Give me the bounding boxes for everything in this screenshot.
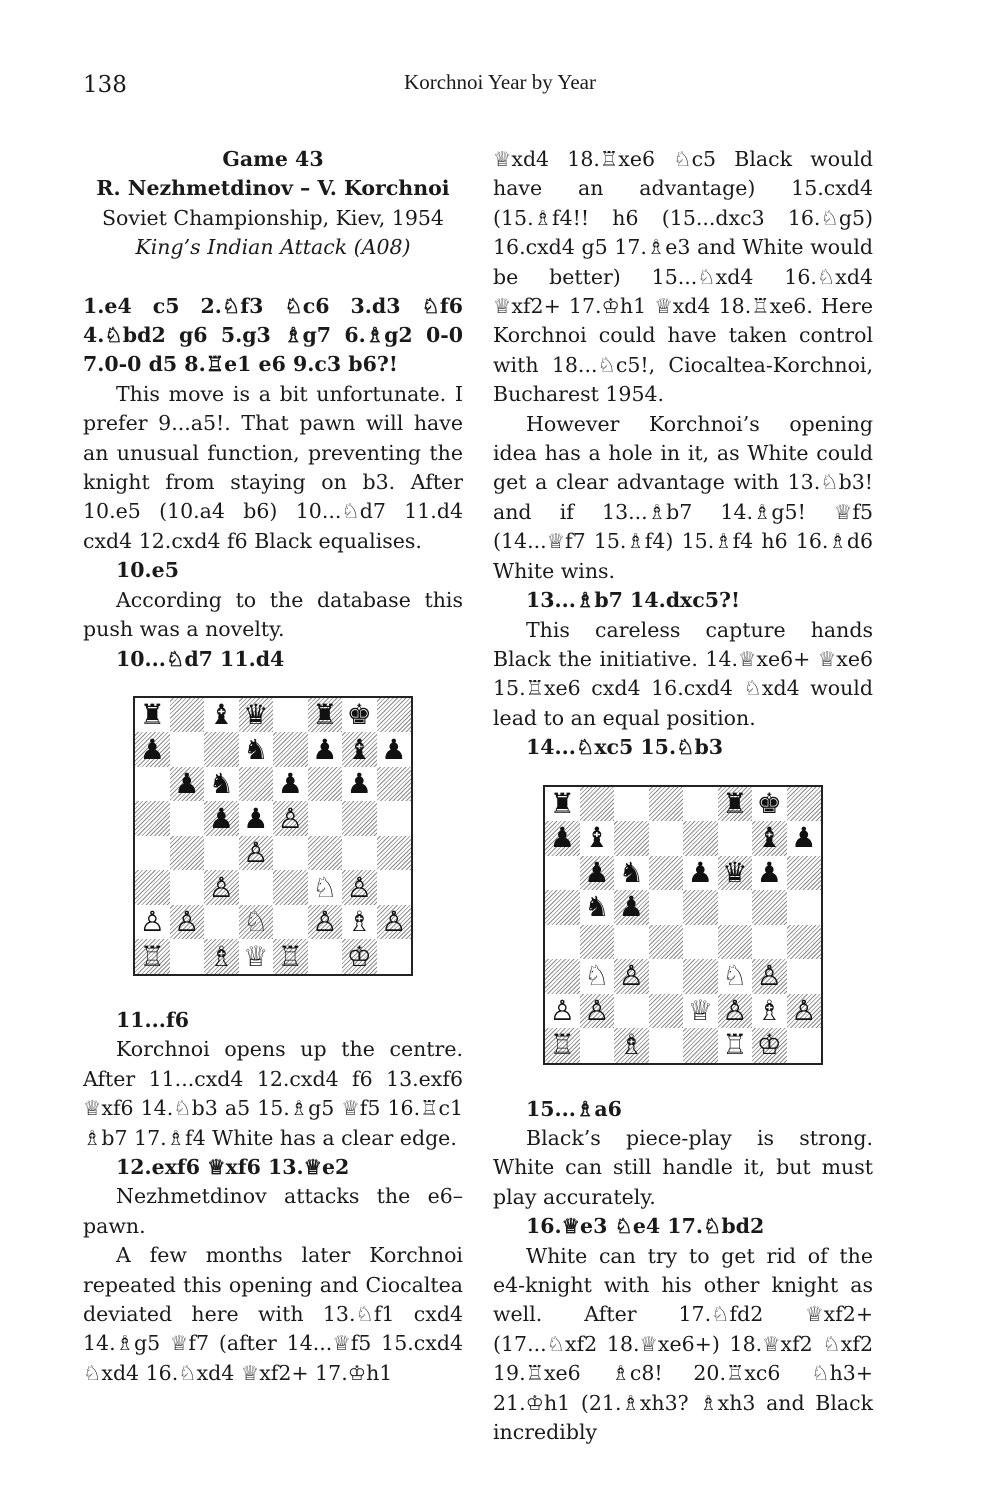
chess-piece: ♚ xyxy=(756,786,782,820)
board-square xyxy=(718,821,753,856)
chess-piece: ♞ xyxy=(584,890,610,924)
chess-piece: ♗ xyxy=(756,993,782,1027)
board-square xyxy=(204,870,239,905)
board-square xyxy=(649,959,684,994)
chess-piece: ♙ xyxy=(346,870,372,904)
annotation-paragraph: A few months later Korchnoi repeated this opening and Ciocaltea deviated here with 13.♘f1 cxd4 14.♗g5 ♕f7 (after 14...♕f5 15.cxd4 ♘xd4 16.♘xd4 ♕xf2+ 17.♔h1 xyxy=(83,1243,463,1385)
board-square xyxy=(308,732,343,767)
board-square xyxy=(204,801,239,836)
board-square xyxy=(649,1028,684,1063)
chess-diagram-1 xyxy=(133,696,413,976)
board-square xyxy=(718,787,753,822)
board-square xyxy=(545,856,580,891)
board-square xyxy=(135,732,170,767)
annotation-paragraph: Black’s piece-play is strong. White can still handle it, but must play accurately. xyxy=(493,1125,873,1209)
board-square xyxy=(273,801,308,836)
chess-diagram-2 xyxy=(543,785,823,1065)
chess-piece: ♘ xyxy=(243,905,269,939)
board-square xyxy=(273,767,308,802)
board-square xyxy=(683,925,718,960)
chess-piece: ♙ xyxy=(549,993,575,1027)
chess-piece: ♝ xyxy=(756,821,782,855)
chess-piece: ♗ xyxy=(618,1028,644,1062)
board-square xyxy=(752,787,787,822)
board-square xyxy=(649,925,684,960)
board-square xyxy=(204,732,239,767)
board-square xyxy=(170,939,205,974)
board-square xyxy=(683,1028,718,1063)
board-square xyxy=(718,1028,753,1063)
chess-piece: ♟ xyxy=(139,732,165,766)
chess-piece: ♛ xyxy=(243,698,269,732)
board-square xyxy=(718,959,753,994)
board-square xyxy=(752,994,787,1029)
board-square xyxy=(580,925,615,960)
board-square xyxy=(273,732,308,767)
board-square xyxy=(545,994,580,1029)
board-square xyxy=(683,890,718,925)
moves-text: 11...f6 xyxy=(116,1007,190,1032)
chess-piece: ♕ xyxy=(687,993,713,1027)
chess-piece: ♞ xyxy=(208,767,234,801)
chess-piece: ♖ xyxy=(277,939,303,973)
chess-piece: ♙ xyxy=(208,870,234,904)
board-square xyxy=(308,698,343,733)
chess-piece: ♗ xyxy=(208,939,234,973)
chess-piece: ♟ xyxy=(381,732,407,766)
chess-piece: ♙ xyxy=(618,959,644,993)
board-square xyxy=(683,856,718,891)
board-square xyxy=(342,870,377,905)
board-square xyxy=(377,801,412,836)
board-square xyxy=(787,890,822,925)
board-square xyxy=(787,787,822,822)
board-square xyxy=(308,870,343,905)
chess-piece: ♙ xyxy=(277,801,303,835)
board-square xyxy=(787,856,822,891)
board-square xyxy=(649,821,684,856)
board-square xyxy=(239,939,274,974)
board-square xyxy=(649,787,684,822)
board-square xyxy=(787,821,822,856)
board-square xyxy=(135,801,170,836)
chess-piece: ♖ xyxy=(722,1028,748,1062)
board-square xyxy=(787,925,822,960)
chess-piece: ♜ xyxy=(312,698,338,732)
board-square xyxy=(170,698,205,733)
chess-piece: ♟ xyxy=(312,732,338,766)
board-square xyxy=(239,801,274,836)
chess-piece: ♕ xyxy=(243,939,269,973)
chess-piece: ♞ xyxy=(243,732,269,766)
board-square xyxy=(239,905,274,940)
board-square xyxy=(614,856,649,891)
right-column xyxy=(493,145,873,1447)
moves-text: 13...♗b7 14.dxc5?! xyxy=(526,588,741,613)
board-square xyxy=(614,959,649,994)
board-square xyxy=(342,905,377,940)
chess-piece: ♔ xyxy=(756,1028,782,1062)
board-square xyxy=(614,994,649,1029)
board-square xyxy=(683,994,718,1029)
chess-piece: ♝ xyxy=(346,732,372,766)
board-square xyxy=(752,1028,787,1063)
annotation-paragraph: Nezhmetdinov attacks the e6–pawn. xyxy=(83,1184,463,1238)
chess-piece: ♟ xyxy=(243,801,269,835)
chess-piece: ♖ xyxy=(549,1028,575,1062)
board-square xyxy=(342,698,377,733)
board-square xyxy=(239,732,274,767)
board-square xyxy=(170,732,205,767)
board-square xyxy=(752,821,787,856)
chess-piece: ♟ xyxy=(584,855,610,889)
board-square xyxy=(308,939,343,974)
chess-piece: ♙ xyxy=(584,993,610,1027)
board-square xyxy=(545,787,580,822)
annotation-paragraph: White can try to get rid of the e4-knight with his other knight as well. After 17.♘fd2 ♕xf2+ (17...♘xf2 18.♕xe6+) 18.♕xf2 ♘xf2 19.♖xe6 ♗c8! 20.♖xc6 ♘h3+ 21.♔h1 (21.♗xh3? ♗xh3 and Black incredibly xyxy=(493,1243,873,1444)
board-square xyxy=(649,994,684,1029)
board-square xyxy=(170,767,205,802)
game-opening: King’s Indian Attack (A08) xyxy=(135,235,411,260)
game-players: R. Nezhmetdinov – V. Korchnoi xyxy=(96,176,450,201)
game-title: Game 43 xyxy=(222,147,324,171)
chess-piece: ♜ xyxy=(549,786,575,820)
chess-piece: ♟ xyxy=(346,767,372,801)
board-square xyxy=(545,821,580,856)
board-square xyxy=(377,732,412,767)
moves-text: 16.♕e3 ♘e4 17.♘bd2 xyxy=(526,1214,765,1239)
chess-piece: ♚ xyxy=(346,698,372,732)
board-square xyxy=(273,836,308,871)
board-square xyxy=(377,836,412,871)
moves-text: 10.e5 xyxy=(116,558,179,583)
board-square xyxy=(545,959,580,994)
board-square xyxy=(204,767,239,802)
board-square xyxy=(614,787,649,822)
board-square xyxy=(580,1028,615,1063)
chess-piece: ♙ xyxy=(312,905,338,939)
board-square xyxy=(752,856,787,891)
board-square xyxy=(170,836,205,871)
board-square xyxy=(342,767,377,802)
page-number: 138 xyxy=(83,72,127,98)
board-square xyxy=(135,836,170,871)
board-square xyxy=(342,732,377,767)
board-square xyxy=(752,959,787,994)
moves-text: 1.e4 c5 2.♘f3 ♘c6 3.d3 ♘f6 4.♘bd2 g6 5.g3 ♗g7 6.♗g2 0-0 7.0-0 d5 8.♖e1 e6 9.c3 b6?! xyxy=(83,293,463,377)
chess-piece: ♜ xyxy=(139,698,165,732)
chess-piece: ♘ xyxy=(312,870,338,904)
board-square xyxy=(683,787,718,822)
annotation-paragraph: This move is a bit unfortunate. I prefer 9...a5!. That pawn will have an unusual function, preventing the knight from staying on b3. After 10.e5 (10.a4 b6) 10...♘d7 11.d4 cxd4 12.cxd4 f6 Black equalises. xyxy=(83,381,463,553)
board-square xyxy=(239,698,274,733)
chess-piece: ♝ xyxy=(208,698,234,732)
board-square xyxy=(614,925,649,960)
chess-piece: ♜ xyxy=(722,786,748,820)
board-square xyxy=(580,959,615,994)
moves-text: 10...♘d7 11.d4 xyxy=(116,646,285,671)
board-square xyxy=(377,939,412,974)
board-square xyxy=(239,836,274,871)
annotation-paragraph: According to the database this push was a novelty. xyxy=(83,587,463,642)
chess-piece: ♟ xyxy=(756,855,782,889)
board-square xyxy=(308,767,343,802)
board-square xyxy=(649,890,684,925)
board-square xyxy=(308,836,343,871)
moves-text: 15...♗a6 xyxy=(526,1096,622,1121)
board-square xyxy=(580,821,615,856)
chess-piece: ♘ xyxy=(584,959,610,993)
chess-piece: ♟ xyxy=(174,767,200,801)
chess-piece: ♙ xyxy=(791,993,817,1027)
left-column xyxy=(83,145,463,1388)
board-square xyxy=(787,1028,822,1063)
board-square xyxy=(377,767,412,802)
board-square xyxy=(204,698,239,733)
running-title: Korchnoi Year by Year xyxy=(404,70,596,94)
chess-piece: ♟ xyxy=(687,855,713,889)
board-square xyxy=(545,925,580,960)
chess-piece: ♔ xyxy=(346,939,372,973)
chess-piece: ♙ xyxy=(756,959,782,993)
board-square xyxy=(135,905,170,940)
board-square xyxy=(377,870,412,905)
board-square xyxy=(170,870,205,905)
board-square xyxy=(204,905,239,940)
board-square xyxy=(273,698,308,733)
chess-piece: ♙ xyxy=(381,905,407,939)
board-square xyxy=(308,801,343,836)
board-square xyxy=(580,856,615,891)
board-square xyxy=(614,890,649,925)
board-square xyxy=(545,1028,580,1063)
chess-piece: ♟ xyxy=(208,801,234,835)
chess-piece: ♖ xyxy=(139,939,165,973)
board-square xyxy=(342,836,377,871)
annotation-paragraph: ♕xd4 18.♖xe6 ♘c5 Black would have an advantage) 15.cxd4 (15.♗f4!! h6 (15...dxc3 16.♘g5) 16.cxd4 g5 17.♗e3 and White would be better) 15...♘xd4 16.♘xd4 ♕xf2+ 17.♔h1 ♕xd4 18.♖xe6. Here Korchnoi could have taken control with 18...♘c5!, Ciocaltea-Korchnoi, Bucharest 1954. xyxy=(493,147,873,407)
chess-piece: ♘ xyxy=(722,959,748,993)
board-square xyxy=(718,925,753,960)
board-square xyxy=(135,870,170,905)
moves-text: 12.exf6 ♕xf6 13.♕e2 xyxy=(116,1154,350,1179)
chess-piece: ♛ xyxy=(722,855,748,889)
chess-piece: ♟ xyxy=(277,767,303,801)
annotation-paragraph: Korchnoi opens up the centre. After 11...cxd4 12.cxd4 f6 13.exf6 ♕xf6 14.♘b3 a5 15.♗g5 ♕f5 16.♖c1 ♗b7 17.♗f4 White has a clear edge. xyxy=(83,1037,463,1150)
board-square xyxy=(204,836,239,871)
board-square xyxy=(135,939,170,974)
board-square xyxy=(718,994,753,1029)
board-square xyxy=(683,821,718,856)
chess-piece: ♟ xyxy=(549,821,575,855)
board-square xyxy=(273,905,308,940)
chess-piece: ♝ xyxy=(584,821,610,855)
board-square xyxy=(580,890,615,925)
board-square xyxy=(545,890,580,925)
board-square xyxy=(342,801,377,836)
board-square xyxy=(614,1028,649,1063)
game-event: Soviet Championship, Kiev, 1954 xyxy=(102,205,444,230)
board-square xyxy=(342,939,377,974)
board-square xyxy=(787,994,822,1029)
board-square xyxy=(718,856,753,891)
board-square xyxy=(580,787,615,822)
board-square xyxy=(614,821,649,856)
board-square xyxy=(135,698,170,733)
chess-piece: ♟ xyxy=(791,821,817,855)
chess-piece: ♙ xyxy=(139,905,165,939)
board-square xyxy=(377,905,412,940)
board-square xyxy=(170,905,205,940)
board-square xyxy=(273,939,308,974)
board-square xyxy=(239,767,274,802)
chess-piece: ♞ xyxy=(618,855,644,889)
board-square xyxy=(273,870,308,905)
chess-piece: ♗ xyxy=(346,905,372,939)
board-square xyxy=(718,890,753,925)
board-square xyxy=(204,939,239,974)
annotation-paragraph: This careless capture hands Black the initiative. 14.♕xe6+ ♕xe6 15.♖xe6 cxd4 16.cxd4 ♘xd4 would lead to an equal position. xyxy=(493,617,873,730)
board-square xyxy=(580,994,615,1029)
chess-piece: ♟ xyxy=(618,890,644,924)
board-square xyxy=(377,698,412,733)
board-square xyxy=(752,925,787,960)
board-square xyxy=(135,767,170,802)
board-square xyxy=(649,856,684,891)
board-square xyxy=(239,870,274,905)
board-square xyxy=(170,801,205,836)
moves-text: 14...♘xc5 15.♘b3 xyxy=(526,735,724,760)
board-square xyxy=(308,905,343,940)
chess-piece: ♙ xyxy=(243,836,269,870)
chess-piece: ♙ xyxy=(174,905,200,939)
annotation-paragraph: However Korchnoi’s opening idea has a hole in it, as White could get a clear advantage with 13.♘b3! and if 13...♗b7 14.♗g5! ♕f5 (14...♕f7 15.♗f4) 15.♗f4 h6 16.♗d6 White wins. xyxy=(493,411,873,583)
board-square xyxy=(683,959,718,994)
chess-piece: ♙ xyxy=(722,993,748,1027)
board-square xyxy=(752,890,787,925)
board-square xyxy=(787,959,822,994)
